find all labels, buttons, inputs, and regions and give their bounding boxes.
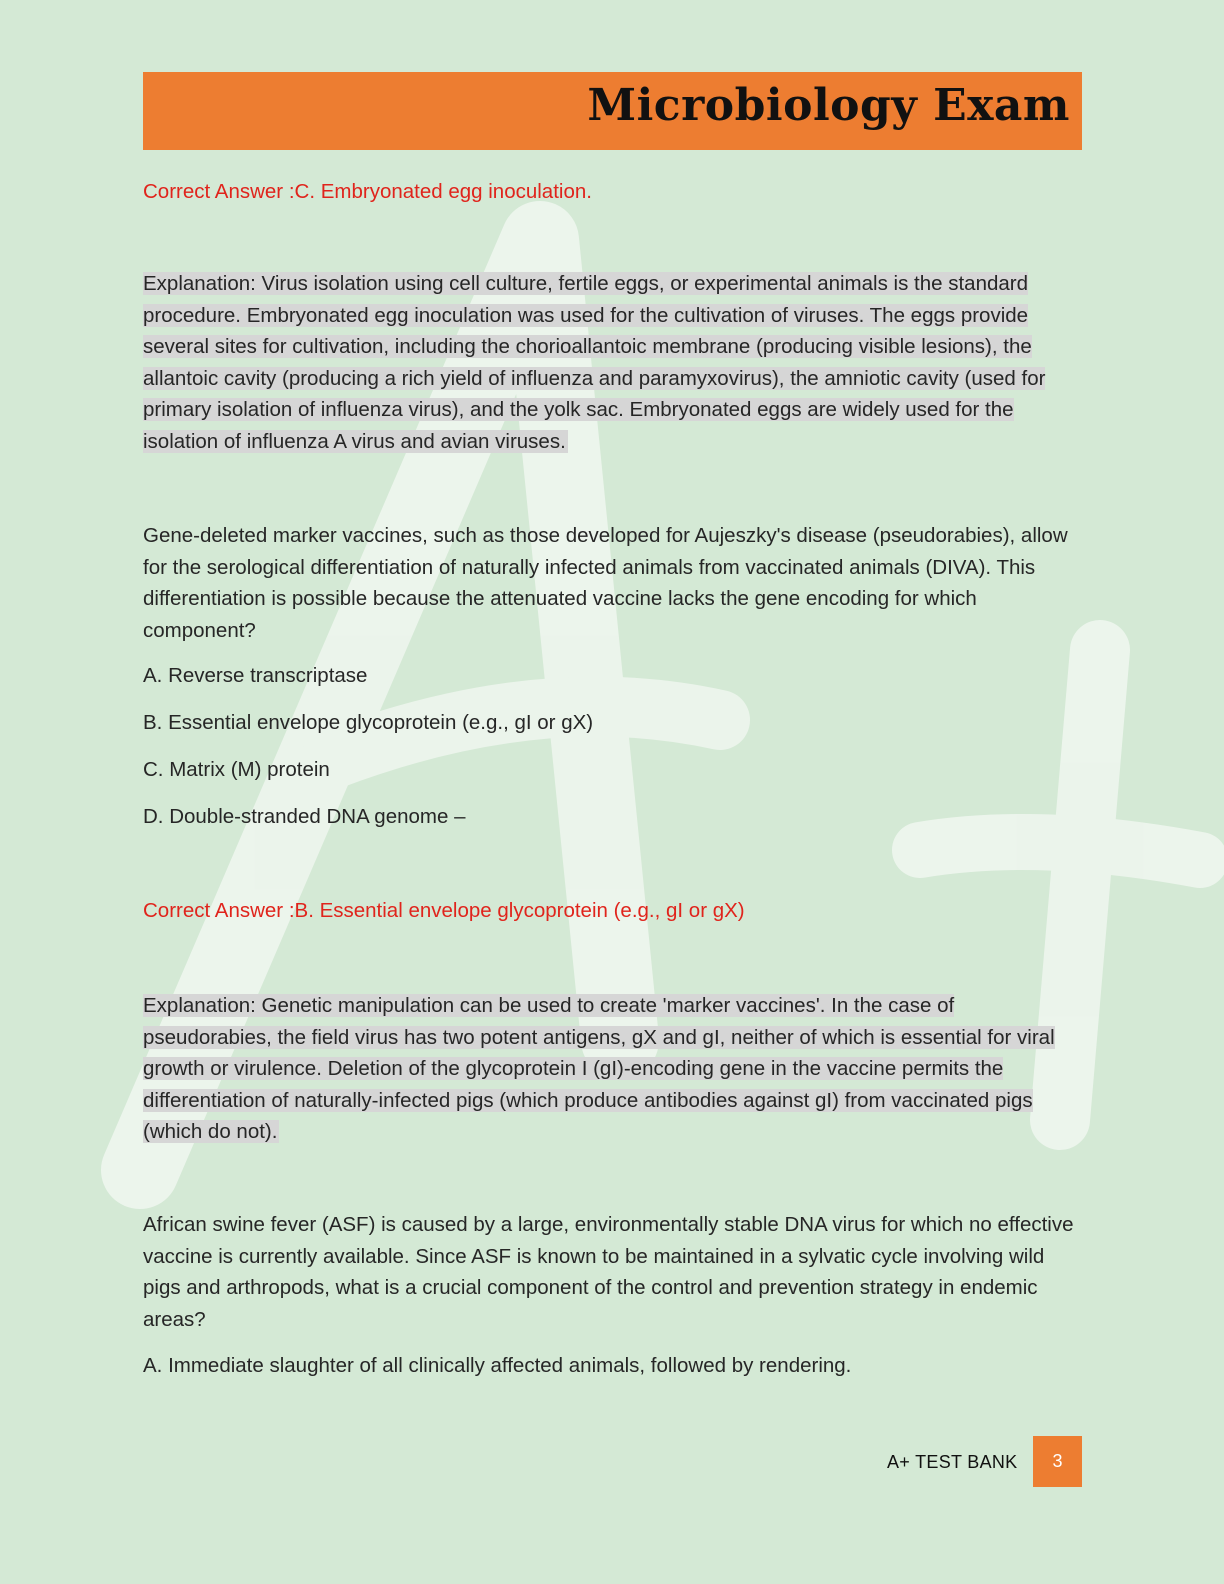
explanation-2-text: Explanation: Genetic manipulation can be used to create 'marker vaccines'. In the case of pseudorabies, the field virus has two potent antigens, gX and gI, neither of which is essential for viral growth or virulence. Deletion of the glycoprotein I (gI)-encoding gene in the vaccine permits the differentiation of naturally-infected pigs (which produce antibodies against gI) from vaccinated pigs (which do not). (143, 994, 1055, 1143)
header-bar (143, 72, 1082, 150)
option-2c: C. Matrix (M) protein (143, 758, 330, 781)
page-number: 3 (1033, 1436, 1082, 1487)
explanation-1 (143, 268, 1078, 457)
footer-label: A+ TEST BANK (887, 1452, 1018, 1472)
explanation-2 (143, 990, 1083, 1148)
option-2b: B. Essential envelope glycoprotein (e.g., gI or gX) (143, 711, 594, 734)
question-3: African swine fever (ASF) is caused by a large, environmentally stable DNA virus for which no effective vaccine is currently available. Since ASF is known to be maintained in a sylvatic cycle involving wild pigs and arthropods, what is a crucial component of the control and prevention strategy in endemic areas? (143, 1213, 1074, 1331)
question-2: Gene-deleted marker vaccines, such as those developed for Aujeszky's disease (pseudorabies), allow for the serological differentiation of naturally infected animals from vaccinated animals (DIVA). This differentiation is possible because the attenuated vaccine lacks the gene encoding for which component? (143, 524, 1068, 642)
explanation-1-text: Explanation: Virus isolation using cell culture, fertile eggs, or experimental animals is the standard procedure. Embryonated egg inoculation was used for the cultivation of viruses. The eggs provide several sites for cultivation, including the chorioallantoic membrane (producing visible lesions), the allantoic cavity (producing a rich yield of influenza and paramyxovirus), the amniotic cavity (used for primary isolation of influenza virus), and the yolk sac. Embryonated eggs are widely used for the isolation of influenza A virus and avian viruses. (143, 272, 1046, 453)
option-2d: D. Double-stranded DNA genome – (143, 805, 466, 828)
correct-answer-2: Correct Answer :B. Essential envelope glycoprotein (e.g., gI or gX) (143, 899, 745, 922)
correct-answer-1: Correct Answer :C. Embryonated egg inoculation. (143, 180, 592, 203)
option-2a: A. Reverse transcriptase (143, 664, 368, 687)
page-title: Microbiology Exam (587, 80, 1070, 131)
option-3a: A. Immediate slaughter of all clinically affected animals, followed by rendering. (143, 1354, 852, 1377)
